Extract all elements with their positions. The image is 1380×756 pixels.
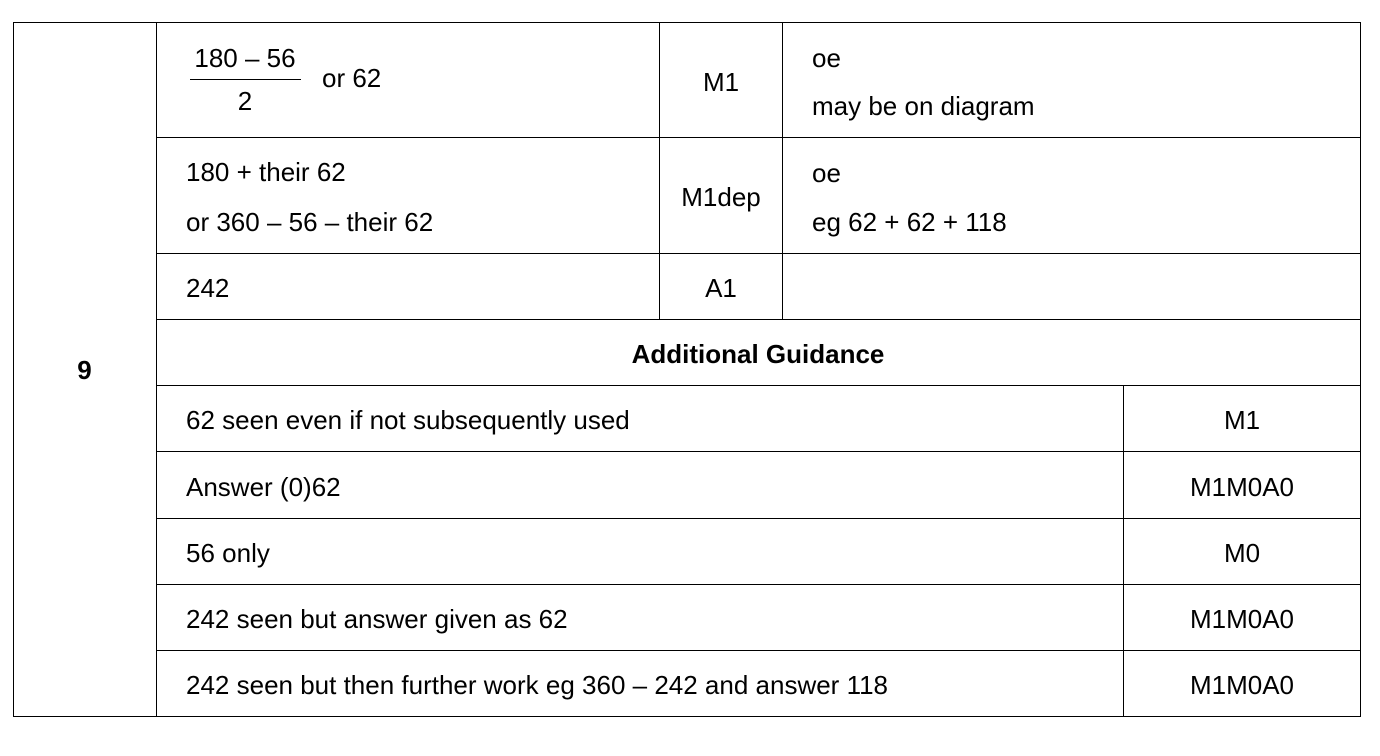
row-divider-6	[156, 518, 1361, 519]
comment-oe-1: oe	[812, 43, 841, 73]
working-line-360-minus: or 360 – 56 – their 62	[186, 207, 434, 237]
mark-comment-divider	[782, 22, 783, 320]
question-column-divider	[156, 22, 157, 717]
mark-m1: M1	[702, 67, 740, 97]
fraction-bar	[190, 79, 301, 80]
row-divider-5	[156, 451, 1361, 452]
guidance-row-1-text: 62 seen even if not subsequently used	[186, 405, 630, 435]
row-divider-3	[156, 319, 1361, 320]
row-divider-1	[156, 137, 1361, 138]
guidance-row-4-text: 242 seen but answer given as 62	[186, 604, 568, 634]
guidance-row-1-mark: M1	[1223, 405, 1261, 435]
working-alternative: or 62	[322, 63, 382, 93]
guidance-row-2-text: Answer (0)62	[186, 472, 341, 502]
row-divider-7	[156, 584, 1361, 585]
question-number: 9	[77, 355, 92, 385]
guidance-row-5-mark: M1M0A0	[1189, 670, 1295, 700]
fraction-numerator: 180 – 56	[194, 43, 296, 73]
mark-a1: A1	[705, 273, 737, 303]
additional-guidance-title: Additional Guidance	[631, 339, 885, 369]
guidance-row-4-mark: M1M0A0	[1189, 604, 1295, 634]
table-border-top	[13, 22, 1361, 23]
mark-m1dep: M1dep	[681, 182, 761, 212]
fraction-denominator: 2	[237, 86, 253, 116]
table-border-bottom	[13, 716, 1361, 717]
row-divider-2	[156, 253, 1361, 254]
row-divider-4	[156, 385, 1361, 386]
comment-diagram: may be on diagram	[812, 91, 1035, 121]
guidance-row-3-text: 56 only	[186, 538, 270, 568]
comment-example: eg 62 + 62 + 118	[812, 207, 1007, 237]
guidance-row-5-text: 242 seen but then further work eg 360 – 242 and answer 118	[186, 670, 889, 700]
table-border-right	[1360, 22, 1361, 717]
working-line-180-plus: 180 + their 62	[186, 157, 346, 187]
guidance-row-3-mark: M0	[1223, 538, 1261, 568]
comment-oe-2: oe	[812, 158, 841, 188]
working-answer-242: 242	[186, 273, 230, 303]
guidance-row-2-mark: M1M0A0	[1189, 472, 1295, 502]
row-divider-8	[156, 650, 1361, 651]
